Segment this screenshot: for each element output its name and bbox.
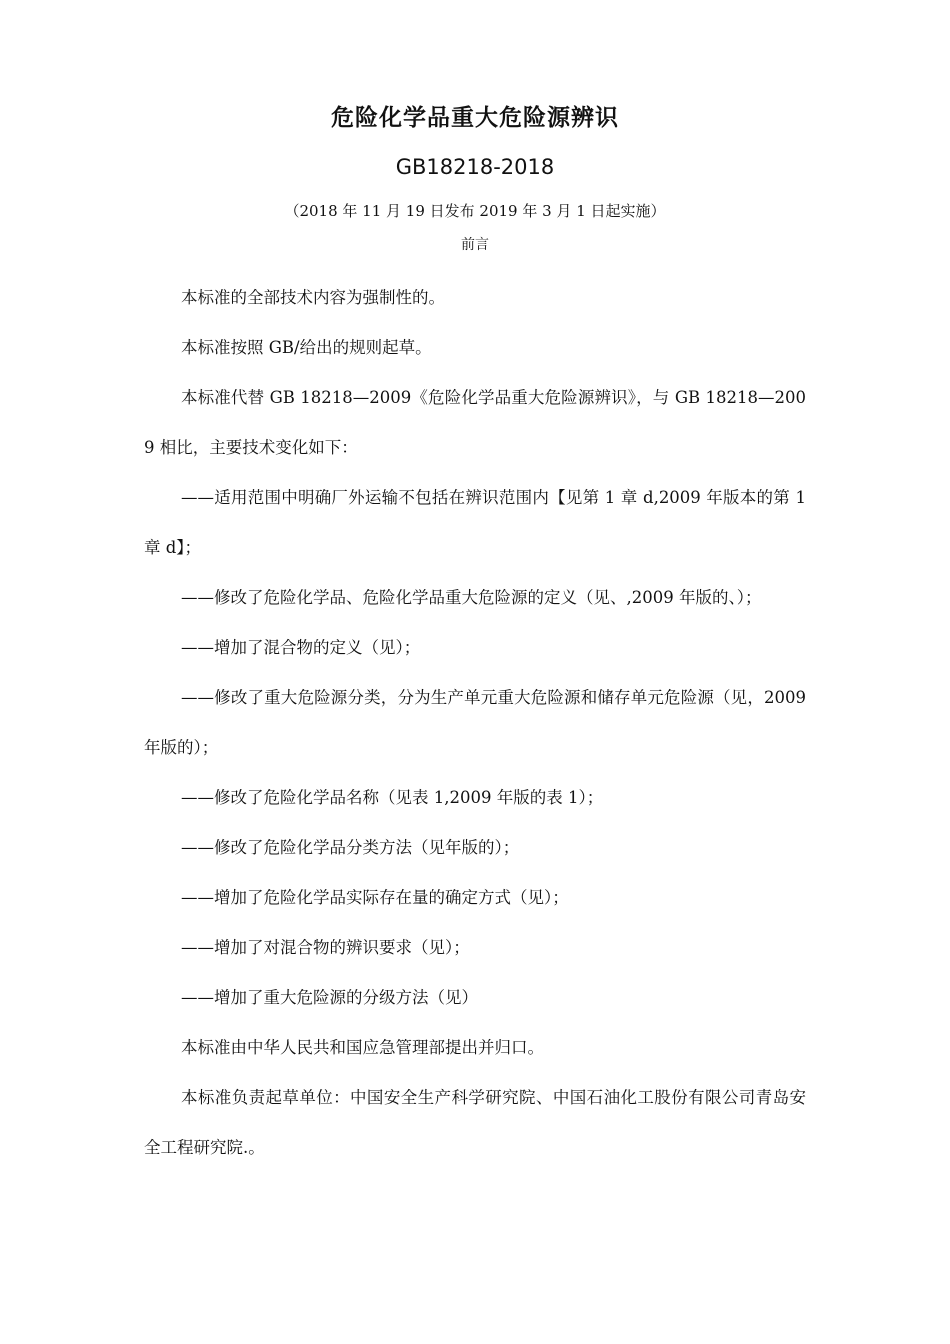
paragraph: 本标准的全部技术内容为强制性的。	[181, 288, 445, 307]
document-title: 危险化学品重大危险源辨识	[331, 105, 619, 131]
change-item: ——修改了危险化学品名称（见表 1,2009 年版的表 1）；	[181, 788, 604, 807]
paragraph: 本标准按照 GB/给出的规则起草。	[181, 338, 432, 357]
change-item: ——修改了重大危险源分类，分为生产单元重大危险源和储存单元危险源（见，2009 年版的）；	[144, 688, 806, 757]
publication-dates: （2018 年 11 月 19 日发布 2019 年 3 月 1 日起实施）	[284, 202, 666, 220]
change-item: ——增加了重大危险源的分级方法（见）	[181, 988, 478, 1007]
change-item: ——修改了危险化学品、危险化学品重大危险源的定义（见、,2009 年版的、）；	[181, 588, 762, 607]
foreword-body	[144, 273, 806, 1173]
change-item: ——增加了危险化学品实际存在量的确定方式（见）；	[181, 888, 569, 907]
standard-code: GB18218-2018	[395, 155, 555, 179]
paragraph: 本标准负责起草单位：中国安全生产科学研究院、中国石油化工股份有限公司青岛安全工程研究院.。	[144, 1088, 806, 1157]
change-item: ——增加了对混合物的辨识要求（见）；	[181, 938, 470, 957]
change-item: ——适用范围中明确厂外运输不包括在辨识范围内【见第 1 章 d,2009 年版本的第 1 章 d】；	[144, 488, 806, 557]
paragraph: 本标准由中华人民共和国应急管理部提出并归口。	[181, 1038, 544, 1057]
paragraph: 本标准代替 GB 18218—2009《危险化学品重大危险源辨识》，与 GB 18218—2009 相比，主要技术变化如下：	[144, 388, 806, 457]
change-item: ——增加了混合物的定义（见）；	[181, 638, 421, 657]
change-item: ——修改了危险化学品分类方法（见年版的）；	[181, 838, 520, 857]
section-heading-foreword: 前言	[461, 237, 489, 253]
